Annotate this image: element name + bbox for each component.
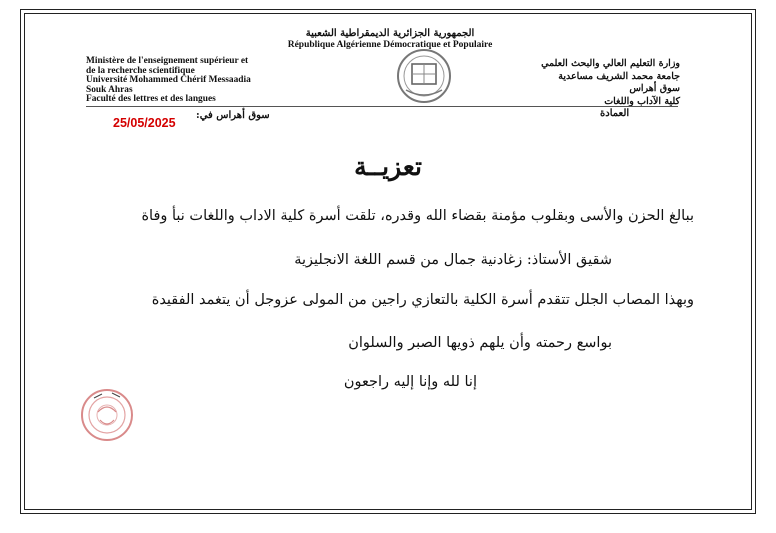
body-line: شقيق الأستاذ: زغادنية جمال من قسم اللغة الانجليزية <box>294 252 612 268</box>
header-arabic-line: وزارة التعليم العالي والبحث العلمي <box>541 58 680 69</box>
header-arabic-line: جامعة محمد الشريف مساعدية <box>558 70 680 82</box>
body-line: إنا لله وإنا إليه راجعون <box>343 374 477 390</box>
place-label: سوق أهراس في: <box>196 110 270 121</box>
body-line: ببالغ الحزن والأسى وبقلوب مؤمنة بقضاء الله وقدره، تلقت أسرة كلية الاداب واللغات نبأ وفاة <box>141 208 694 224</box>
document-date: 25/05/2025 <box>113 116 176 130</box>
header-arabic-line: كلية الآداب واللغات <box>604 95 680 107</box>
official-seal-icon <box>80 388 134 442</box>
header-arabic-line: سوق أهراس <box>629 83 680 94</box>
dean-office-label: العمادة <box>600 108 630 119</box>
header-french-line: Ministère de l'enseignement supérieur et <box>86 56 249 66</box>
header-french-line: Université Mohammed Chérif Messaadia <box>86 75 251 86</box>
header-arabic-republic: الجمهورية الجزائرية الديمقراطية الشعبية <box>305 28 475 39</box>
university-emblem-icon <box>392 48 456 104</box>
header-arabic-block <box>460 58 680 108</box>
header-french-block <box>86 57 386 105</box>
header-french-republic: République Algérienne Démocratique et Populaire <box>287 40 493 50</box>
body-line: بواسع رحمته وأن يلهم ذويها الصبر والسلوان <box>348 335 612 351</box>
document-title: تعزيــة <box>354 152 422 181</box>
body-line: وبهذا المصاب الجلل تتقدم أسرة الكلية بالتعازي راجين من المولى عزوجل أن يتغمد الفقيدة <box>151 292 694 308</box>
header-french-line: Faculté des lettres et des langues <box>86 94 216 105</box>
header-french-line: Souk Ahras <box>86 84 133 95</box>
header-french-line: de la recherche scientifique <box>86 65 195 76</box>
header-divider <box>86 106 678 107</box>
